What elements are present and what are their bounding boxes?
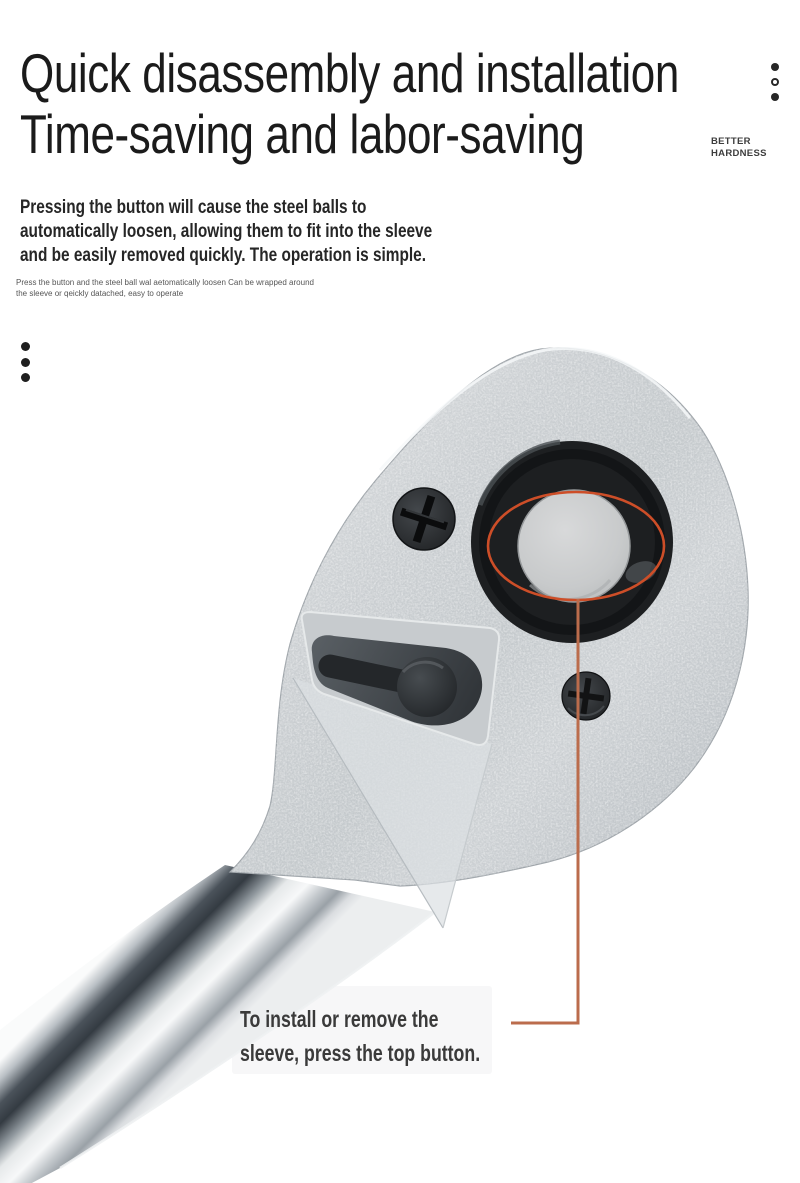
dot-filled-icon bbox=[771, 93, 779, 101]
dot-filled-icon bbox=[21, 358, 30, 367]
fine-print-line2: the sleeve or qeickly datached, easy to operate bbox=[16, 289, 184, 298]
fine-print bbox=[16, 277, 314, 299]
dot-filled-icon bbox=[21, 342, 30, 351]
page-title-line1: Quick disassembly and installation bbox=[20, 42, 679, 104]
decorative-dots-left-icon bbox=[21, 342, 30, 389]
caption-line2: sleeve, press the top button. bbox=[240, 1040, 481, 1066]
drive-socket-ring bbox=[471, 441, 673, 643]
screw-large bbox=[393, 488, 455, 550]
dot-filled-icon bbox=[21, 373, 30, 382]
corner-badge bbox=[711, 136, 767, 159]
screw-small bbox=[562, 672, 610, 720]
corner-badge-line1: BETTER bbox=[711, 136, 751, 147]
description-paragraph bbox=[20, 196, 432, 268]
page-title-line2: Time-saving and labor-saving bbox=[20, 103, 585, 165]
decorative-dots-right-icon bbox=[771, 63, 779, 108]
dot-filled-icon bbox=[771, 63, 779, 71]
caption-line1: To install or remove the bbox=[240, 1006, 439, 1032]
description-line1: Pressing the button will cause the steel balls to bbox=[20, 197, 367, 218]
description-line3: and be easily removed quickly. The operation is simple. bbox=[20, 245, 426, 266]
annotation-caption bbox=[240, 1002, 480, 1070]
corner-badge-line2: HARDNESS bbox=[711, 147, 767, 159]
dot-hollow-icon bbox=[771, 78, 779, 86]
description-line2: automatically loosen, allowing them to fit into the sleeve bbox=[20, 221, 433, 242]
drive-socket-hole bbox=[518, 490, 630, 602]
fine-print-line1: Press the button and the steel ball wal aetomatically loosen Can be wrapped around bbox=[16, 278, 314, 287]
